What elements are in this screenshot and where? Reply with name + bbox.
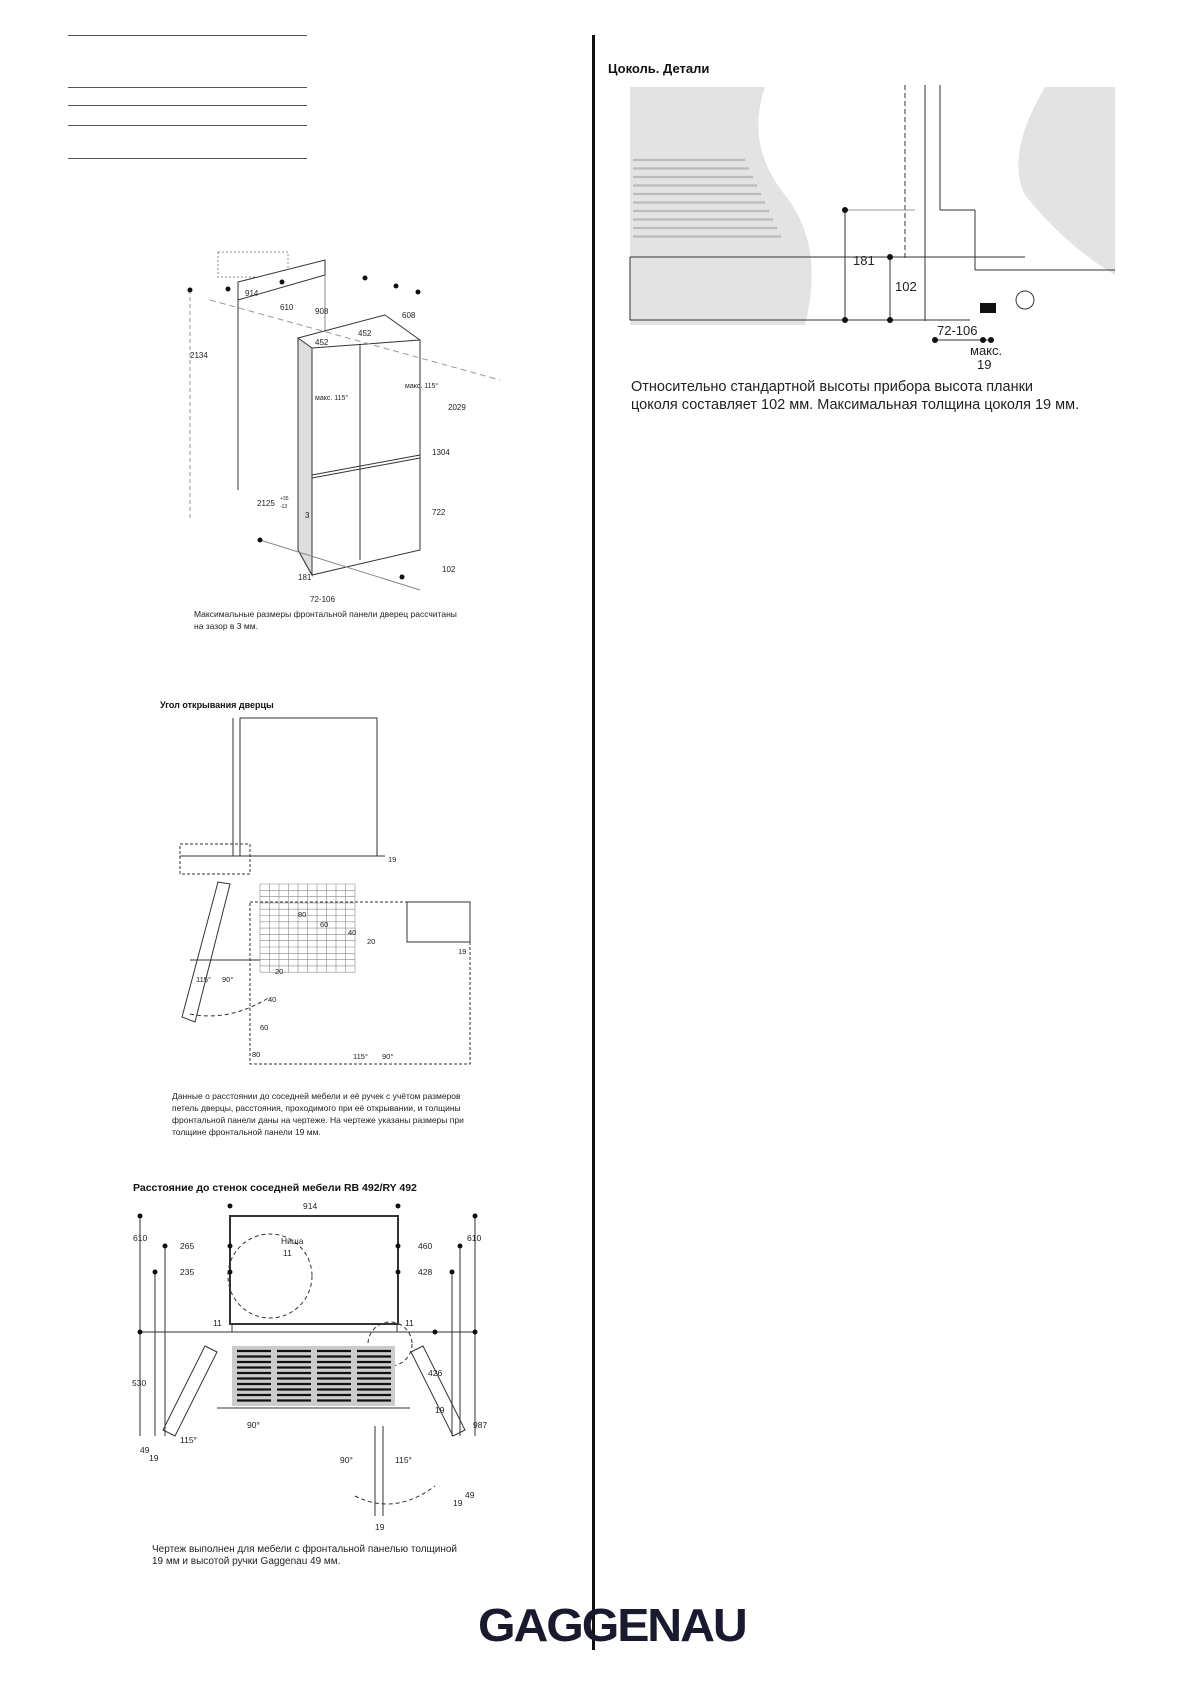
dim-label: 722 bbox=[432, 508, 446, 517]
clearance-title: Расстояние до стенок соседней мебели RB 492/RY 492 bbox=[133, 1182, 417, 1194]
caption-line: 19 мм и высотой ручки Gaggenau 49 мм. bbox=[152, 1556, 341, 1567]
dim-label-19: 19 bbox=[977, 357, 992, 372]
dim-label: 19 bbox=[375, 1522, 385, 1532]
dim-label: 19 bbox=[435, 1405, 445, 1415]
dim-label: 19 bbox=[458, 947, 467, 956]
gaggenau-logo: GAGGENAU bbox=[478, 1599, 746, 1651]
dim-label: 2029 bbox=[448, 403, 466, 412]
caption-line: петель дверцы, расстояния, проходимого при её открывании, и толщины bbox=[172, 1103, 461, 1113]
dim-label: 3 bbox=[305, 511, 310, 520]
dim-label: 90° bbox=[382, 1052, 394, 1061]
dim-label: 610 bbox=[133, 1233, 148, 1243]
dim-label: 49 bbox=[465, 1490, 475, 1500]
dim-label: 235 bbox=[180, 1267, 195, 1277]
dim-label: 19 bbox=[453, 1498, 463, 1508]
caption-line: Чертеж выполнен для мебели с фронтальной панелью толщиной bbox=[152, 1544, 458, 1555]
dim-label: макс. 115° bbox=[315, 395, 349, 402]
dim-label: 90° bbox=[340, 1455, 353, 1465]
plinth-title: Цоколь. Детали bbox=[608, 61, 710, 76]
dim-label: 60 bbox=[320, 920, 329, 929]
dim-label: 80 bbox=[298, 910, 307, 919]
dim-label: 428 bbox=[418, 1267, 433, 1277]
dim-label: 72-106 bbox=[310, 595, 335, 604]
caption-line: Данные о расстоянии до соседней мебели и её ручек с учётом размеров bbox=[172, 1091, 461, 1101]
dim-label: 2134 bbox=[190, 351, 208, 360]
dim-label: 80 bbox=[252, 1050, 261, 1059]
dim-label: 452 bbox=[358, 329, 372, 338]
caption-line: на зазор в 3 мм. bbox=[194, 621, 258, 631]
caption-line: цоколя составляет 102 мм. Максимальная толщина цоколя 19 мм. bbox=[631, 397, 1080, 413]
dim-label: 11 bbox=[213, 1318, 222, 1328]
dim-label-181: 181 bbox=[853, 253, 875, 268]
dim-label: 608 bbox=[402, 311, 416, 320]
dim-label: 987 bbox=[473, 1420, 488, 1430]
dim-label: Ниша bbox=[281, 1236, 304, 1246]
dim-label: 610 bbox=[280, 303, 294, 312]
dim-label: 19 bbox=[149, 1453, 159, 1463]
dim-label: 40 bbox=[268, 995, 277, 1004]
dim-label: 908 bbox=[315, 307, 329, 316]
caption-line: толщине фронтальной панели 19 мм. bbox=[172, 1127, 321, 1137]
dim-label: 20 bbox=[275, 967, 284, 976]
caption-line: фронтальной панели даны на чертеже. На чертеже указаны размеры при bbox=[172, 1115, 464, 1125]
dim-label: макс. 115° bbox=[405, 383, 439, 390]
rule-line bbox=[68, 87, 307, 88]
dim-label: 181 bbox=[298, 573, 312, 582]
caption-line: Относительно стандартной высоты прибора высота планки bbox=[631, 379, 1034, 395]
clearance-drawing bbox=[132, 1196, 535, 1541]
drawing2-caption bbox=[172, 1090, 464, 1138]
dim-label: 49 bbox=[140, 1445, 150, 1455]
dim-label: 1304 bbox=[432, 448, 450, 457]
dim-label: 11 bbox=[283, 1248, 292, 1258]
plinth-drawing bbox=[625, 85, 1125, 375]
dim-label: 452 bbox=[315, 338, 329, 347]
plinth-caption bbox=[631, 378, 1079, 414]
column-divider bbox=[592, 35, 595, 1650]
dim-label: 115° bbox=[353, 1052, 368, 1061]
door-angle-drawing bbox=[160, 712, 480, 1082]
dim-label-102: 102 bbox=[895, 279, 917, 294]
door-angle-title: Угол открывания дверцы bbox=[160, 700, 274, 710]
rule-line bbox=[68, 125, 307, 126]
installation-dimensions-drawing bbox=[170, 230, 480, 605]
rule-line bbox=[68, 105, 307, 106]
dim-label: 90° bbox=[247, 1420, 260, 1430]
dim-label: 11 bbox=[405, 1318, 414, 1328]
dim-label: 460 bbox=[418, 1241, 433, 1251]
dim-label: 530 bbox=[132, 1378, 147, 1388]
dim-label: 19 bbox=[388, 855, 397, 864]
dim-label: +35 bbox=[280, 496, 289, 502]
dim-label-max: макс. bbox=[970, 343, 1003, 358]
dim-label: 90° bbox=[222, 975, 234, 984]
dim-label: -13 bbox=[280, 504, 288, 510]
dim-label: 102 bbox=[442, 565, 456, 574]
rule-line bbox=[68, 158, 307, 159]
dim-label: 115° bbox=[180, 1435, 197, 1445]
dim-label: 265 bbox=[180, 1241, 195, 1251]
dim-label: 115° bbox=[395, 1455, 412, 1465]
dim-label: 914 bbox=[303, 1201, 318, 1211]
caption-line: Максимальные размеры фронтальной панели дверец рассчитаны bbox=[194, 609, 457, 619]
dim-label-72-106: 72-106 bbox=[937, 323, 978, 338]
dim-label: 914 bbox=[245, 289, 259, 298]
drawing3-caption bbox=[152, 1544, 457, 1568]
dim-label: 20 bbox=[367, 937, 376, 946]
drawing1-caption bbox=[194, 608, 457, 632]
dim-label: 60 bbox=[260, 1023, 269, 1032]
dim-label: 426 bbox=[428, 1368, 443, 1378]
dim-label: 115° bbox=[196, 975, 211, 984]
dim-label: 40 bbox=[348, 928, 357, 937]
dim-label: 2125 bbox=[257, 499, 275, 508]
rule-line bbox=[68, 35, 307, 36]
vent-grille bbox=[232, 1346, 395, 1406]
dim-label: 610 bbox=[467, 1233, 482, 1243]
